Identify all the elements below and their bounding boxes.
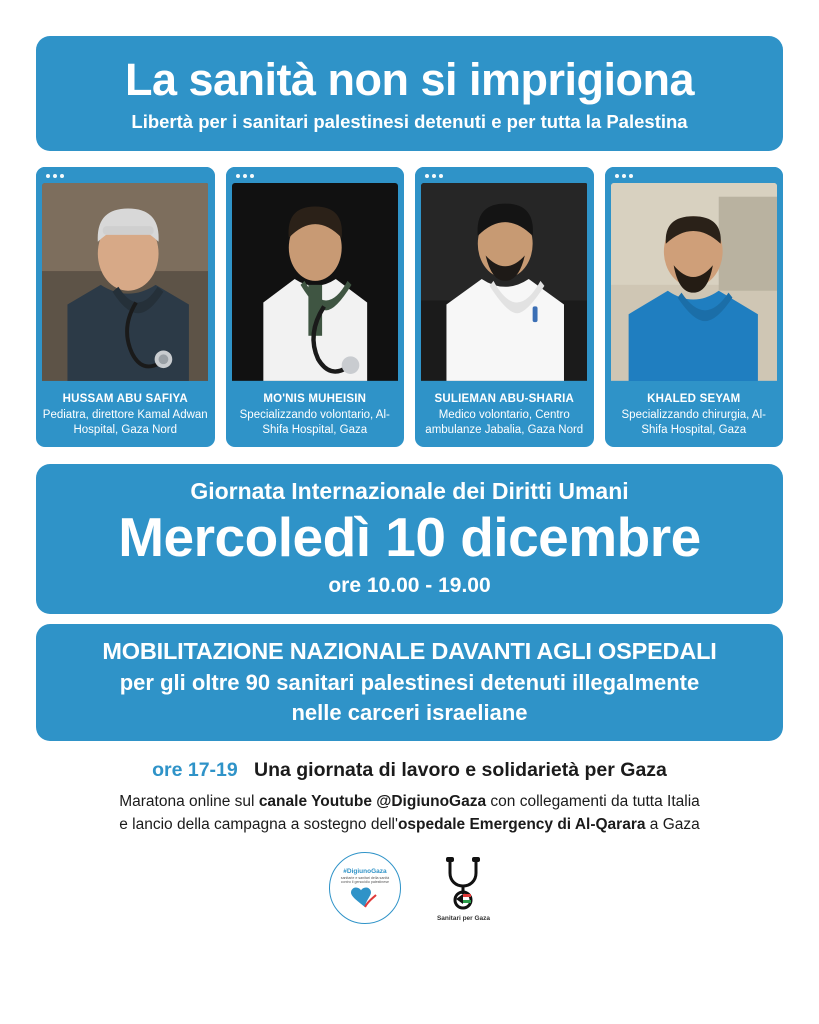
event-hours: ore 10.00 - 19.00 (328, 574, 491, 598)
window-dots-icon (611, 173, 778, 183)
portrait-card (226, 167, 405, 446)
portrait-illustration-icon (42, 183, 208, 381)
footer-line-2 (32, 791, 787, 813)
sanitari-per-gaza-logo (437, 855, 490, 922)
card-window-chrome (36, 167, 215, 385)
window-dots-icon (421, 173, 588, 183)
date-banner (36, 464, 783, 615)
footer-line-3 (32, 814, 787, 836)
portrait-role: Medico volontario, Centro ambulanze Jabalia, Gaza Nord (425, 409, 584, 437)
logo-row (0, 852, 819, 924)
heart-icon (348, 885, 382, 909)
header-banner (36, 36, 783, 151)
portrait-caption (36, 385, 215, 446)
portrait-name: MO'NIS MUHEISIN (263, 393, 367, 406)
portrait-card (36, 167, 215, 446)
card-window-chrome (226, 167, 405, 385)
portrait-name: SULIEMAN ABU-SHARIA (434, 393, 574, 406)
mobilization-banner (36, 624, 783, 741)
mobilization-line-1: MOBILITAZIONE NAZIONALE DAVANTI AGLI OSPEDALI (102, 638, 717, 665)
mobilization-line-2: per gli oltre 90 sanitari palestinesi detenuti illegalmente (119, 670, 700, 696)
portrait-card (605, 167, 784, 446)
card-window-chrome (415, 167, 594, 385)
page-subtitle: Libertà per i sanitari palestinesi detenuti e per tutta la Palestina (131, 111, 688, 133)
footer-youtube-channel: canale Youtube @DigiunoGaza (258, 793, 487, 811)
window-dots-icon (232, 173, 399, 183)
digiunogaza-logo (329, 852, 401, 924)
window-dots-icon (42, 173, 209, 183)
footer-hospital-name: ospedale Emergency di Al-Qarara (397, 815, 646, 833)
footer-headline (32, 759, 787, 782)
digiunogaza-logo-title: #DigiunoGaza (343, 868, 387, 876)
portrait-role: Pediatra, direttore Kamal Adwan Hospital, Gaza Nord (42, 409, 208, 437)
footer-headline-text: Una giornata di lavoro e solidarietà per Gaza (254, 759, 667, 782)
portrait-photo-3 (421, 183, 588, 385)
footer-line-2-c: con collegamenti da tutta Italia (486, 793, 700, 811)
footer-line-3-c: a Gaza (645, 815, 700, 833)
portrait-illustration-icon (421, 183, 587, 381)
footer-line-3-a: e lancio della campagna a sostegno dell' (119, 815, 398, 833)
portrait-name: HUSSAM ABU SAFIYA (62, 393, 188, 406)
portrait-illustration-icon (232, 183, 398, 381)
event-date: Mercoledì 10 dicembre (118, 505, 701, 568)
portrait-caption (226, 385, 405, 446)
card-window-chrome (605, 167, 784, 385)
portrait-caption (605, 385, 784, 446)
portrait-photo-4 (611, 183, 778, 385)
portrait-caption (415, 385, 594, 446)
portrait-card-list (36, 167, 783, 446)
portrait-photo-1 (42, 183, 209, 385)
footer-time-label: ore 17-19 (152, 759, 238, 782)
portrait-photo-2 (232, 183, 399, 385)
portrait-name: KHALED SEYAM (647, 393, 741, 406)
stethoscope-icon (440, 855, 486, 913)
event-kicker: Giornata Internazionale dei Diritti Umani (190, 477, 629, 504)
portrait-role: Specializzando chirurgia, Al-Shifa Hospital, Gaza (621, 409, 766, 437)
mobilization-line-3: nelle carceri israeliane (291, 700, 528, 726)
footer-line-2-a: Maratona online sul (119, 793, 259, 811)
footer-text-block (32, 759, 787, 836)
sanitari-per-gaza-label: Sanitari per Gaza (436, 914, 491, 922)
digiunogaza-logo-subtitle: sanitarie e sanitari della sanità contro il genocidio palestinese (340, 876, 390, 885)
portrait-illustration-icon (611, 183, 777, 381)
page-title: La sanità non si imprigiona (124, 54, 695, 105)
portrait-role: Specializzando volontario, Al-Shifa Hospital, Gaza (239, 409, 390, 437)
portrait-card (415, 167, 594, 446)
poster (0, 36, 819, 1024)
